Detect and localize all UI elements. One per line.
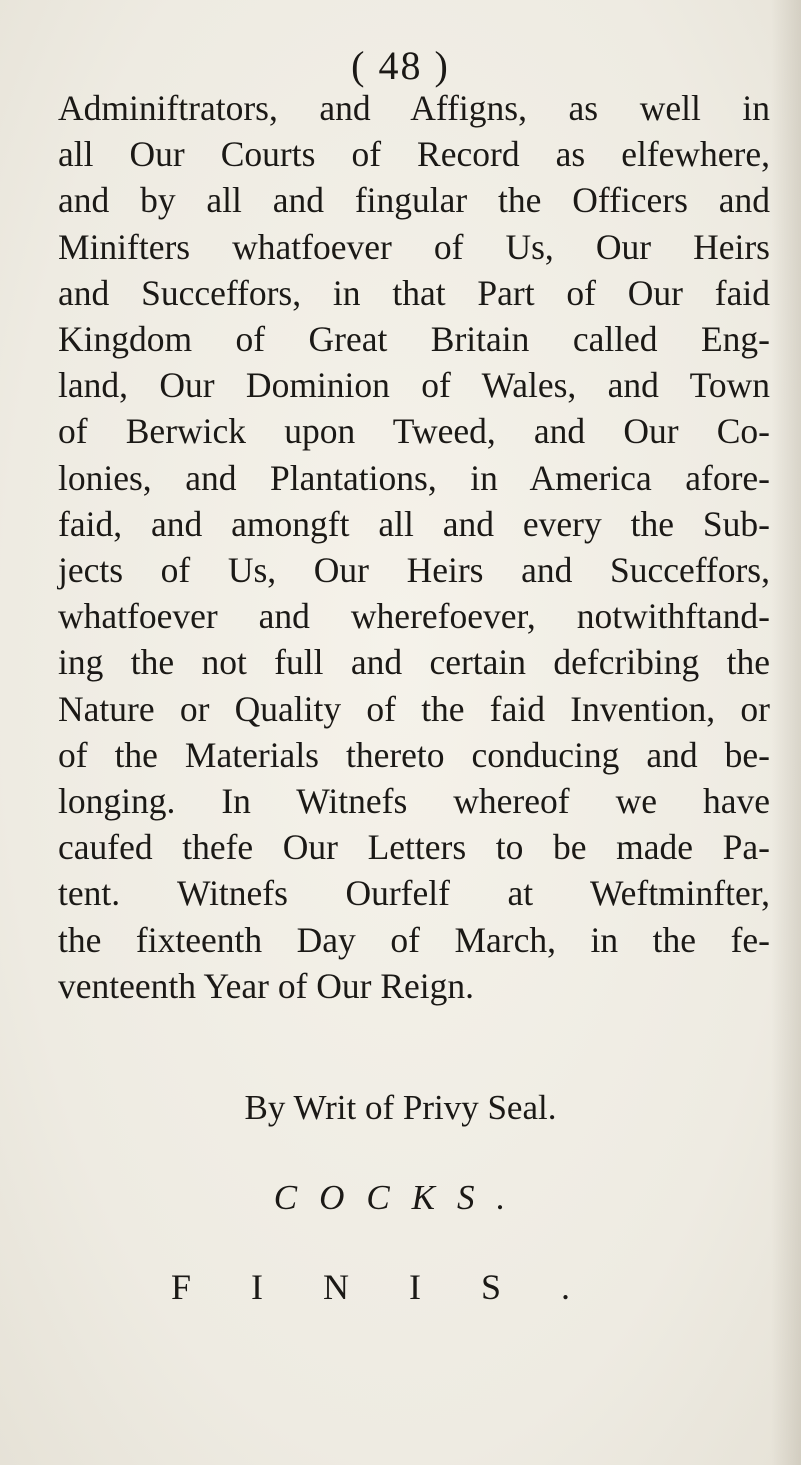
- patent-text: [58, 85, 770, 1009]
- text-line: Minifters whatfoever of Us, Our Heirs: [58, 226, 770, 267]
- text-line: of Berwick upon Tweed, and Our Co-: [58, 411, 770, 452]
- text-line: caufed thefe Our Letters to be made Pa-: [58, 827, 770, 868]
- text-line: all Our Courts of Record as elfewhere,: [58, 134, 770, 175]
- text-line: whatfoever and wherefoever, notwithftand-: [58, 596, 770, 637]
- clerk-signature: COCKS.: [273, 1178, 528, 1217]
- text-line: ing the not full and certain defcribing the: [58, 642, 770, 683]
- text-line: of the Materials thereto conducing and be-: [58, 734, 770, 775]
- text-line: venteenth Year of Our Reign.: [58, 965, 475, 1006]
- text-line: tent. Witnefs Ourfelf at Weftminfter,: [58, 873, 770, 914]
- text-line: and by all and fingular the Officers and: [58, 180, 770, 221]
- text-line: Nature or Quality of the faid Invention, or: [58, 688, 770, 729]
- writ-line: By Writ of Privy Seal.: [244, 1088, 557, 1127]
- text-line: jects of Us, Our Heirs and Succeffors,: [58, 550, 770, 591]
- page-number: ( 48 ): [351, 43, 450, 88]
- text-line: lonies, and Plantations, in America afore-: [58, 457, 770, 498]
- text-line: the fixteenth Day of March, in the fe-: [58, 919, 770, 960]
- text-line: and Succeffors, in that Part of Our faid: [58, 272, 770, 313]
- page-edge-shadow: [771, 0, 801, 1465]
- text-line: Adminiftrators, and Affigns, as well in: [58, 88, 770, 128]
- text-line: longing. In Witnefs whereof we have: [58, 781, 770, 822]
- text-line: land, Our Dominion of Wales, and Town: [58, 365, 770, 406]
- text-line: Kingdom of Great Britain called Eng-: [58, 319, 770, 360]
- finis-mark: FINIS.: [170, 1267, 631, 1307]
- text-line: faid, and amongft all and every the Sub-: [58, 503, 770, 544]
